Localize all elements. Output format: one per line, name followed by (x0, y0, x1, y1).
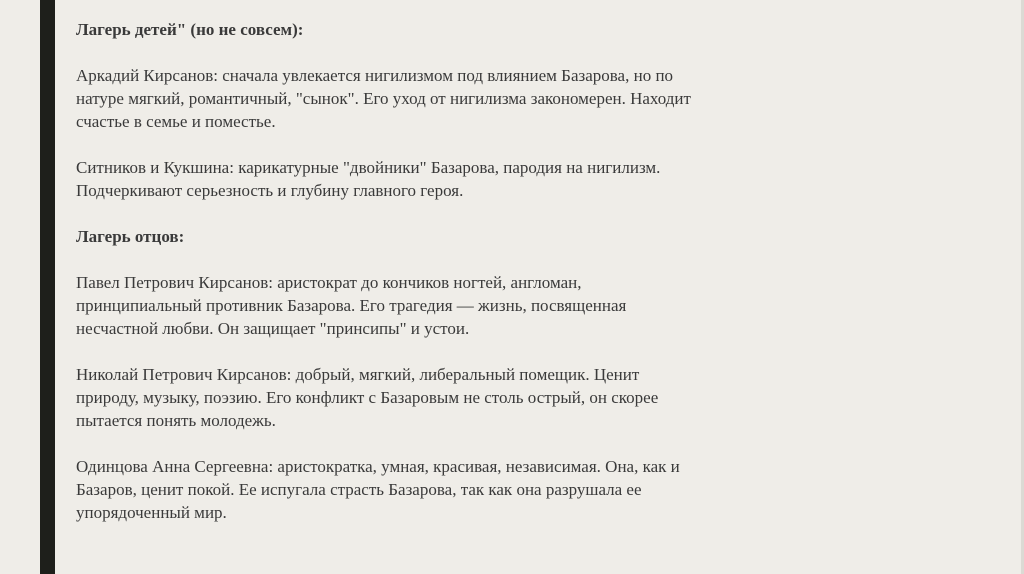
section-heading-children: Лагерь детей" (но не совсем): (76, 20, 304, 39)
paragraph-odintsova (76, 455, 816, 524)
text-line: Подчеркивают серьезность и глубину главного героя. (76, 181, 464, 200)
text-line: натуре мягкий, романтичный, "сынок". Его уход от нигилизма закономерен. Находит (76, 89, 691, 108)
text-line: Николай Петрович Кирсанов: добрый, мягкий, либеральный помещик. Ценит (76, 365, 640, 384)
paragraph-pavel-petrovich (76, 271, 816, 340)
text-line: Павел Петрович Кирсанов: аристократ до кончиков ногтей, англоман, (76, 273, 582, 292)
slide-content (76, 8, 816, 524)
text-line: Ситников и Кукшина: карикатурные "двойники" Базарова, пародия на нигилизм. (76, 158, 661, 177)
text-line: счастье в семье и поместье. (76, 112, 276, 131)
text-line: пытается понять молодежь. (76, 411, 276, 430)
text-line: Аркадий Кирсанов: сначала увлекается нигилизмом под влиянием Базарова, но по (76, 66, 674, 85)
paragraph-nikolai-petrovich (76, 363, 816, 432)
text-line: несчастной любви. Он защищает "принсипы" и устои. (76, 319, 470, 338)
text-line: Одинцова Анна Сергеевна: аристократка, умная, красивая, независимая. Она, как и (76, 457, 680, 476)
paragraph-sitnikov-kukshina (76, 156, 816, 202)
text-line: принципиальный противник Базарова. Его трагедия — жизнь, посвященная (76, 296, 627, 315)
accent-bar (40, 0, 55, 574)
section-heading-fathers: Лагерь отцов: (76, 227, 185, 246)
text-line: природу, музыку, поэзию. Его конфликт с Базаровым не столь острый, он скорее (76, 388, 659, 407)
text-line: Базаров, ценит покой. Ее испугала страсть Базарова, так как она разрушала ее (76, 480, 642, 499)
text-line: упорядоченный мир. (76, 503, 227, 522)
paragraph-arkady (76, 64, 816, 133)
